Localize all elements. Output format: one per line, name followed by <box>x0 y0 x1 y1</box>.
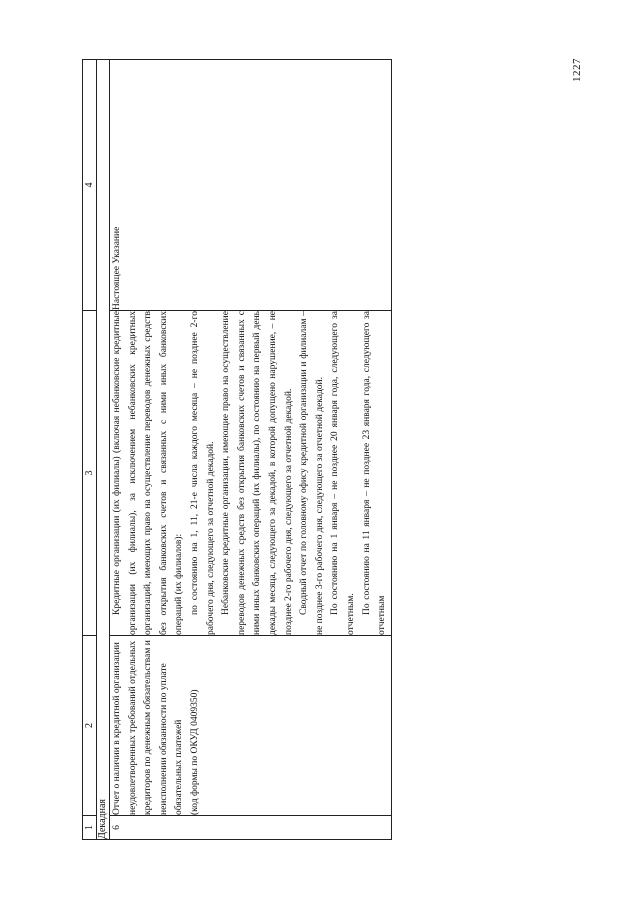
deadline-paragraph: Сводный отчет по головному офису кредитной организации и филиалам – не позднее 3-го рабочего дня, следующего за отчетной декадой. <box>299 311 325 635</box>
rotated-table-container <box>82 60 554 840</box>
basis-cell: Настоящее Указание <box>110 60 392 311</box>
deadline-paragraph: По состоянию на 11 января – не позднее 23 января года, следующего за отчетным <box>361 311 388 635</box>
header-col-4: 4 <box>83 60 97 311</box>
table-row <box>110 60 392 840</box>
header-col-1: 1 <box>83 816 97 840</box>
header-col-3: 3 <box>83 311 97 636</box>
section-title: Декадная <box>97 60 110 840</box>
form-title-cell <box>110 636 392 816</box>
form-code: (код формы по ОКУД 0409350) <box>189 689 200 815</box>
page-number: 1227 <box>571 58 583 82</box>
deadline-paragraph: по состоянию на 1, 11, 21-е числа каждого месяца – не позднее 2-го рабочего дня, следующего за отчетной декадой. <box>189 311 216 635</box>
deadline-paragraph: По состоянию на 1 января – не позднее 20 января года, следующего за отчетным. <box>330 311 356 635</box>
deadline-paragraph: Небанковские кредитные организации, имеющие право на осуществление переводов денежных средств без открытия банковских счетов и связанных с ними иных банковских операций (их филиалы), по состоянию на первый день декады месяца, следующего за декадой, в которой допущено нарушение, – не позднее 2-го рабочего дня, следующего за отчетной декадой. <box>221 311 294 635</box>
form-title: Отчет о наличии в кредитной организации неудовлетворенных требований отдельных кредиторов по денежным обязательствам и неисполнении обязанности по уплате обязательных платежей <box>112 640 185 815</box>
deadlines-cell <box>110 311 392 636</box>
header-row <box>83 60 97 840</box>
reporting-table <box>82 59 392 840</box>
section-row <box>97 60 110 840</box>
header-col-2: 2 <box>83 636 97 816</box>
row-number: 6 <box>110 816 392 840</box>
deadline-paragraph: Кредитные организации (их филиалы) (включая небанковские кредитные организации (их филиалы), за исключением небанковских кредитных организаций, имеющих право на осуществление переводов денежных средств без открытия банковских счетов и связанных с ними иных банковских операций (их филиалов): <box>112 311 185 635</box>
